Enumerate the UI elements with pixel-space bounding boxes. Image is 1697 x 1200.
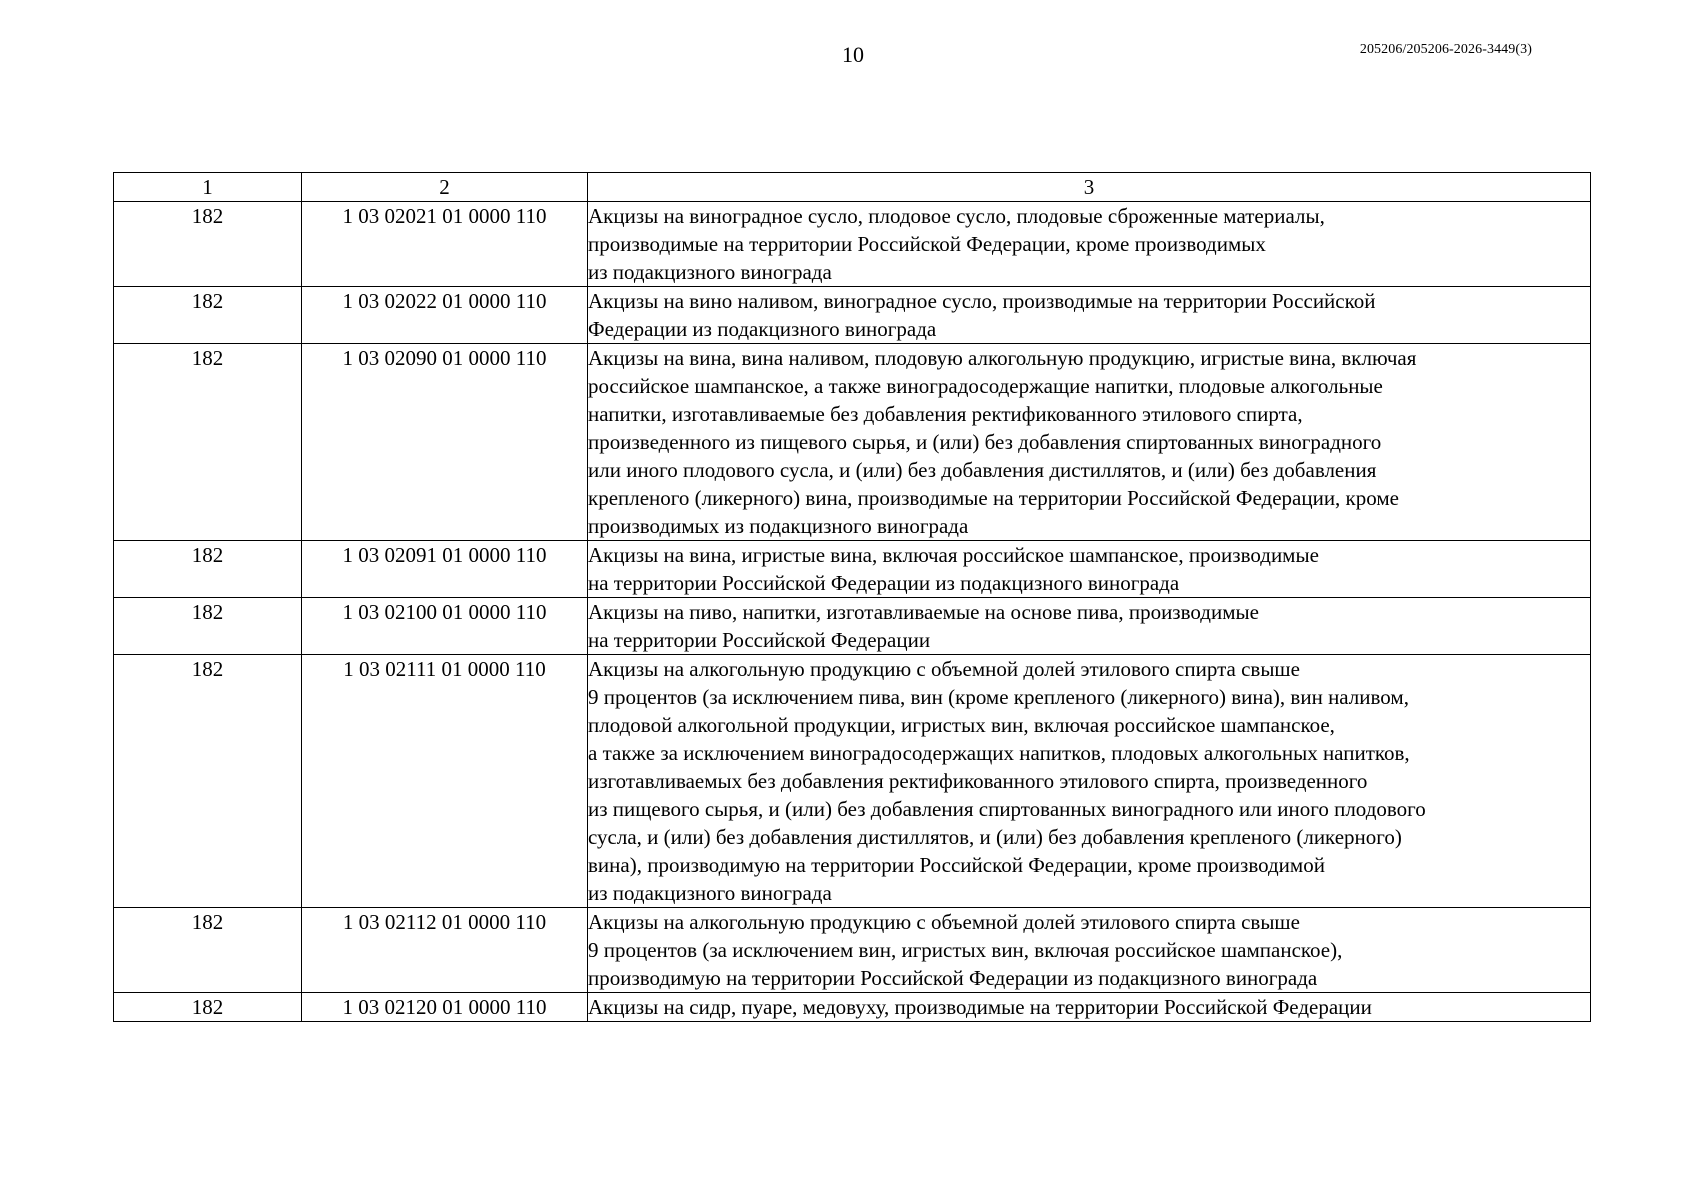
description-line: производимых из подакцизного винограда xyxy=(588,514,969,538)
description-line: Акцизы на пиво, напитки, изготавливаемые на основе пива, производимые xyxy=(588,600,1259,624)
admin-code-cell: 182 xyxy=(114,908,302,993)
description-line: Акцизы на сидр, пуаре, медовуху, производимые на территории Российской Федерации xyxy=(588,995,1372,1019)
table-body xyxy=(114,202,1591,1022)
description-cell xyxy=(588,287,1591,344)
description-line: Акцизы на вина, вина наливом, плодовую алкогольную продукцию, игристые вина, включая xyxy=(588,346,1417,370)
description-cell xyxy=(588,344,1591,541)
description-cell xyxy=(588,908,1591,993)
description-line: вина), производимую на территории Российской Федерации, кроме производимой xyxy=(588,853,1325,877)
budget-classification-code-cell: 1 03 02112 01 0000 110 xyxy=(302,908,588,993)
description-line: плодовой алкогольной продукции, игристых вин, включая российское шампанское, xyxy=(588,713,1335,737)
table-row xyxy=(114,655,1591,908)
table-row xyxy=(114,993,1591,1022)
description-line: на территории Российской Федерации из подакцизного винограда xyxy=(588,571,1180,595)
budget-classification-code-cell: 1 03 02090 01 0000 110 xyxy=(302,344,588,541)
column-header-1: 1 xyxy=(114,173,302,202)
column-header-3: 3 xyxy=(588,173,1591,202)
description-cell xyxy=(588,993,1591,1022)
admin-code-cell: 182 xyxy=(114,598,302,655)
admin-code-cell: 182 xyxy=(114,541,302,598)
description-line: изготавливаемых без добавления ректификованного этилового спирта, произведенного xyxy=(588,769,1368,793)
budget-classification-code-cell: 1 03 02100 01 0000 110 xyxy=(302,598,588,655)
table-header xyxy=(114,173,1591,202)
description-line: на территории Российской Федерации xyxy=(588,628,931,652)
description-line: из подакцизного винограда xyxy=(588,260,832,284)
table-row xyxy=(114,541,1591,598)
budget-classification-code-cell: 1 03 02021 01 0000 110 xyxy=(302,202,588,287)
budget-classification-code-cell: 1 03 02120 01 0000 110 xyxy=(302,993,588,1022)
description-line: из подакцизного винограда xyxy=(588,881,832,905)
budget-code-table xyxy=(113,172,1591,1022)
document-id: 205206/205206-2026-3449(3) xyxy=(1359,42,1532,57)
column-header-2: 2 xyxy=(302,173,588,202)
budget-classification-code-cell: 1 03 02091 01 0000 110 xyxy=(302,541,588,598)
description-line: крепленого (ликерного) вина, производимые на территории Российской Федерации, кроме xyxy=(588,486,1399,510)
description-line: 9 процентов (за исключением пива, вин (кроме крепленого (ликерного) вина), вин наливом, xyxy=(588,685,1409,709)
admin-code-cell: 182 xyxy=(114,344,302,541)
description-line: российское шампанское, а также виноградосодержащие напитки, плодовые алкогольные xyxy=(588,374,1383,398)
table-row xyxy=(114,908,1591,993)
description-line: а также за исключением виноградосодержащих напитков, плодовых алкогольных напитков, xyxy=(588,741,1410,765)
description-cell xyxy=(588,202,1591,287)
table-row xyxy=(114,287,1591,344)
description-line: 9 процентов (за исключением вин, игристых вин, включая российское шампанское), xyxy=(588,938,1343,962)
description-line: или иного плодового сусла, и (или) без добавления дистиллятов, и (или) без добавления xyxy=(588,458,1377,482)
description-line: напитки, изготавливаемые без добавления ректификованного этилового спирта, xyxy=(588,402,1303,426)
header-row xyxy=(114,173,1591,202)
admin-code-cell: 182 xyxy=(114,202,302,287)
description-line: Федерации из подакцизного винограда xyxy=(588,317,937,341)
description-line: производимую на территории Российской Федерации из подакцизного винограда xyxy=(588,966,1318,990)
budget-classification-code-cell: 1 03 02111 01 0000 110 xyxy=(302,655,588,908)
page-number: 10 xyxy=(842,42,864,67)
description-cell xyxy=(588,598,1591,655)
description-line: Акцизы на вина, игристые вина, включая российское шампанское, производимые xyxy=(588,543,1319,567)
description-line: Акцизы на вино наливом, виноградное сусло, производимые на территории Российской xyxy=(588,289,1376,313)
description-line: произведенного из пищевого сырья, и (или) без добавления спиртованных виноградного xyxy=(588,430,1382,454)
table-row xyxy=(114,344,1591,541)
admin-code-cell: 182 xyxy=(114,655,302,908)
description-line: производимые на территории Российской Федерации, кроме производимых xyxy=(588,232,1266,256)
admin-code-cell: 182 xyxy=(114,287,302,344)
description-cell xyxy=(588,655,1591,908)
table-row xyxy=(114,202,1591,287)
description-cell xyxy=(588,541,1591,598)
admin-code-cell: 182 xyxy=(114,993,302,1022)
description-line: Акцизы на алкогольную продукцию с объемной долей этилового спирта свыше xyxy=(588,910,1300,934)
budget-classification-code-cell: 1 03 02022 01 0000 110 xyxy=(302,287,588,344)
description-line: из пищевого сырья, и (или) без добавления спиртованных виноградного или иного плодового xyxy=(588,797,1426,821)
description-line: Акцизы на виноградное сусло, плодовое сусло, плодовые сброженные материалы, xyxy=(588,204,1325,228)
description-line: сусла, и (или) без добавления дистиллятов, и (или) без добавления крепленого (ликерного) xyxy=(588,825,1402,849)
description-line: Акцизы на алкогольную продукцию с объемной долей этилового спирта свыше xyxy=(588,657,1300,681)
table-row xyxy=(114,598,1591,655)
